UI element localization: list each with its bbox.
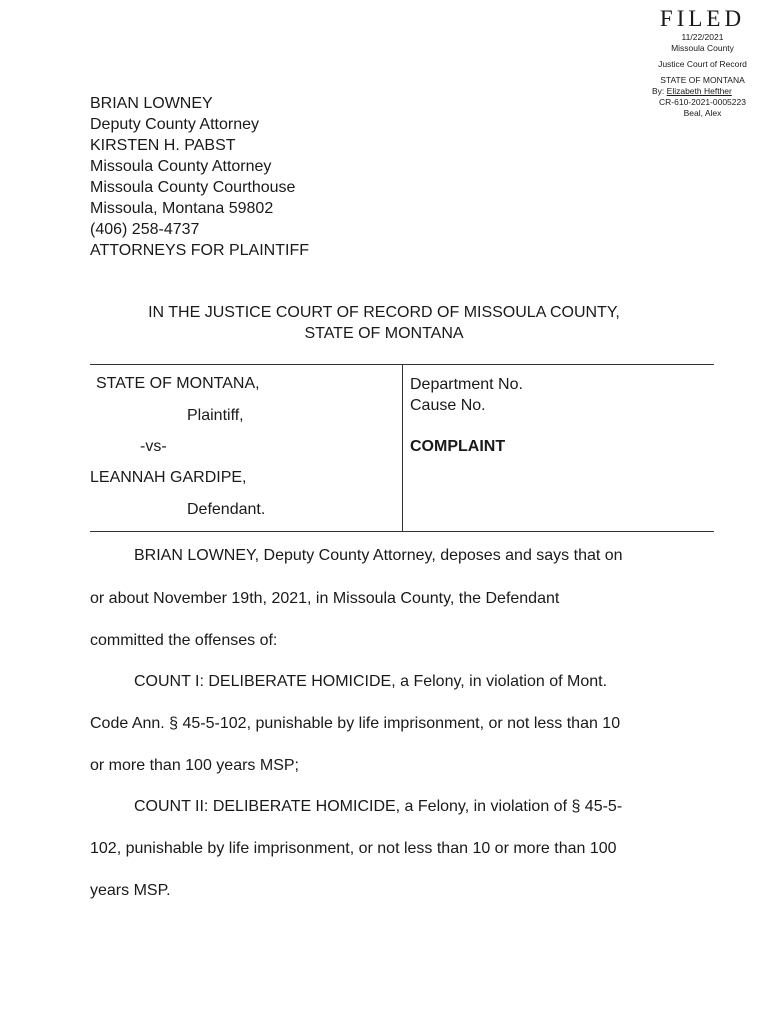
attorney-name: BRIAN LOWNEY	[90, 95, 213, 112]
city-state-zip: Missoula, Montana 59802	[90, 200, 274, 217]
filed-stamp	[640, 6, 765, 119]
attorney-block	[90, 93, 309, 261]
count-2-line-3: years MSP.	[90, 882, 171, 899]
court-title-line-2: STATE OF MONTANA	[304, 325, 464, 342]
count-2-line-1: COUNT II: DELIBERATE HOMICIDE, a Felony, in violation of § 45-5-	[134, 798, 623, 815]
defendant-role: Defendant.	[187, 501, 266, 518]
filed-stamp-by-line	[640, 86, 765, 97]
document-type: COMPLAINT	[410, 438, 506, 455]
plaintiff-role: Plaintiff,	[187, 407, 244, 424]
court-title	[0, 302, 768, 344]
attorney-title: Deputy County Attorney	[90, 116, 259, 133]
cause-number: Cause No.	[410, 397, 486, 414]
count-1-line-1: COUNT I: DELIBERATE HOMICIDE, a Felony, in violation of Mont.	[134, 673, 608, 690]
filed-stamp-by-label: By:	[652, 86, 665, 96]
filed-stamp-county: Missoula County	[671, 43, 734, 53]
defendant-name: LEANNAH GARDIPE,	[90, 469, 247, 486]
count-1-line-2: Code Ann. § 45-5-102, punishable by life imprisonment, or not less than 10	[90, 715, 621, 732]
plaintiff-name: STATE OF MONTANA,	[96, 375, 260, 392]
filed-stamp-title: FILED	[659, 6, 746, 31]
caption-divider	[402, 365, 403, 531]
filed-stamp-court: Justice Court of Record	[658, 59, 747, 69]
department-number: Department No.	[410, 376, 523, 393]
filed-stamp-judge: Beal, Alex	[683, 108, 722, 118]
body-line-3: committed the offenses of:	[90, 632, 278, 649]
courthouse-line: Missoula County Courthouse	[90, 179, 296, 196]
body-line-2: or about November 19th, 2021, in Missoula County, the Defendant	[90, 590, 560, 607]
versus-label: -vs-	[140, 438, 167, 455]
phone-number: (406) 258-4737	[90, 221, 200, 238]
attorneys-for-line: ATTORNEYS FOR PLAINTIFF	[90, 242, 309, 259]
filed-stamp-case-title: STATE OF MONTANA	[660, 75, 745, 85]
county-attorney-name: KIRSTEN H. PABST	[90, 137, 236, 154]
body-line-1: BRIAN LOWNEY, Deputy County Attorney, deposes and says that on	[134, 547, 623, 564]
filed-stamp-clerk-name: Elizabeth Hefther	[666, 86, 732, 96]
case-caption	[90, 364, 714, 532]
county-attorney-title: Missoula County Attorney	[90, 158, 272, 175]
count-2-line-2: 102, punishable by life imprisonment, or not less than 10 or more than 100	[90, 840, 617, 857]
filed-stamp-case-number: CR-610-2021-0005223	[659, 97, 746, 107]
count-1-line-3: or more than 100 years MSP;	[90, 757, 299, 774]
filed-stamp-date: 11/22/2021	[681, 32, 724, 42]
court-title-line-1: IN THE JUSTICE COURT OF RECORD OF MISSOULA COUNTY,	[148, 304, 620, 321]
